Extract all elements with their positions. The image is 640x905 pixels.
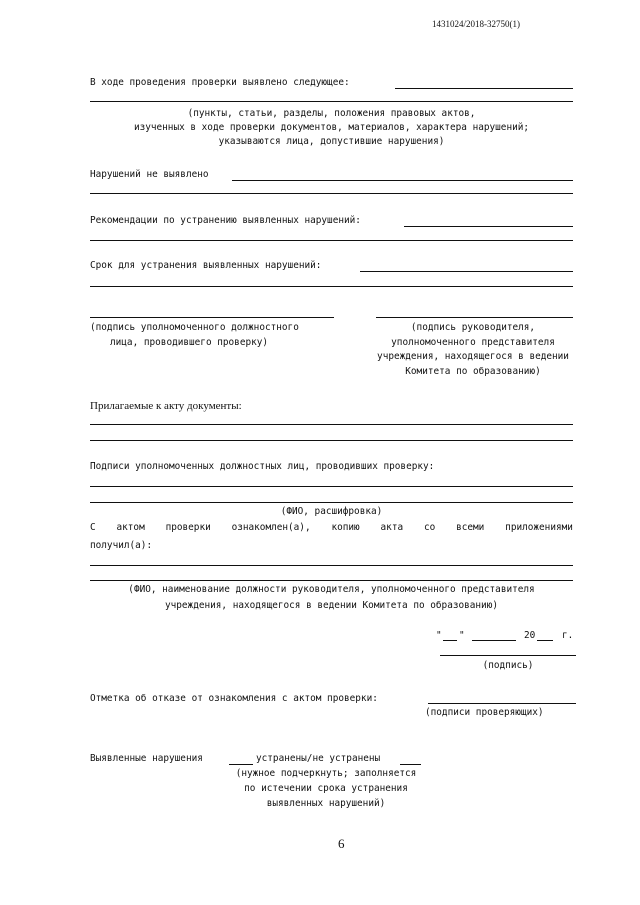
found-label: В ходе проведения проверки выявлено следующее: [90, 77, 350, 88]
sign-right-note-4: Комитета по образованию) [405, 366, 541, 377]
acq-word: приложениями [505, 522, 573, 533]
fio-head-note-2: учреждения, находящегося в ведении Комитета по образованию) [164, 600, 498, 611]
attached-label: Прилагаемые к акту документы: [90, 400, 242, 412]
violations-note-2: по истечении срока устранения [244, 783, 408, 794]
signatures-line-1[interactable] [90, 486, 573, 487]
found-note-1: (пункты, статьи, разделы, положения правовых актов, [187, 108, 476, 119]
deadline-input-line[interactable] [360, 271, 573, 272]
found-note-3: указываются лица, допустившие нарушения) [218, 136, 445, 147]
date-day-field[interactable] [443, 640, 457, 641]
attached-line-1[interactable] [90, 424, 573, 425]
fio-head-note-1: (ФИО, наименование должности руководителя, уполномоченного представителя [128, 584, 535, 595]
signatures-line-2[interactable] [90, 502, 573, 503]
recommendations-line-2[interactable] [90, 240, 573, 241]
refusal-input-line[interactable] [428, 703, 576, 704]
violations-blank-2[interactable] [400, 764, 421, 765]
acquainted-line-2: получил(а): [90, 540, 153, 551]
page-number: 6 [338, 836, 345, 851]
violations-note-3: выявленных нарушений) [266, 798, 386, 809]
document-number: 1431024/2018-32750(1) [432, 19, 520, 29]
sign-right-note-1: (подпись руководителя, [410, 322, 536, 333]
sign-right-note-2: уполномоченного представителя [391, 337, 555, 348]
recommendations-label: Рекомендации по устранению выявленных нарушений: [90, 215, 361, 226]
no-violations-line-2[interactable] [90, 193, 573, 194]
attached-line-2[interactable] [90, 440, 573, 441]
date-year-field[interactable] [537, 640, 553, 641]
refusal-note: (подписи проверяющих) [425, 707, 544, 718]
deadline-line-2[interactable] [90, 286, 573, 287]
acq-word: акта [380, 522, 404, 533]
signature-note: (подпись) [482, 660, 534, 671]
date-year-suffix: г. [562, 630, 574, 641]
sign-right-line[interactable] [376, 317, 573, 318]
signature-line[interactable] [440, 655, 576, 656]
acq-word: со [423, 522, 436, 533]
no-violations-label: Нарушений не выявлено [90, 169, 209, 180]
date-quote-close: " [459, 630, 465, 641]
sign-left-note-1: (подпись уполномоченного должностного [90, 322, 299, 333]
acq-word: копию [331, 522, 360, 533]
fio-note: (ФИО, расшифровка) [280, 506, 383, 517]
sign-left-note-2: лица, проводившего проверку) [110, 337, 269, 348]
acq-word: С [90, 522, 96, 533]
violations-options: устранены/не устранены [256, 753, 381, 764]
date-month-field[interactable] [472, 640, 516, 641]
no-violations-input-line[interactable] [232, 180, 573, 181]
date-quote-open: " [436, 630, 442, 641]
acq-word: актом [116, 522, 145, 533]
sign-right-note-3: учреждения, находящегося в ведении [377, 351, 569, 362]
recommendations-input-line[interactable] [404, 226, 573, 227]
acquainted-line-1 [90, 522, 573, 534]
refusal-label: Отметка об отказе от ознакомления с актом проверки: [90, 693, 378, 704]
violations-blank-1[interactable] [229, 764, 253, 765]
acquainted-line-3[interactable] [90, 565, 573, 566]
acquainted-line-4[interactable] [90, 580, 573, 581]
acq-word: всеми [456, 522, 485, 533]
deadline-label: Срок для устранения выявленных нарушений: [90, 260, 322, 271]
violations-note-1: (нужное подчеркнуть; заполняется [235, 768, 417, 779]
acq-word: ознакомлен(а), [231, 522, 311, 533]
acq-word: проверки [165, 522, 211, 533]
found-input-line[interactable] [395, 88, 573, 89]
date-year-prefix: 20 [524, 630, 536, 641]
sign-left-line[interactable] [90, 317, 334, 318]
found-line-2[interactable] [90, 101, 573, 102]
signatures-label: Подписи уполномоченных должностных лиц, проводивших проверку: [90, 461, 435, 472]
found-note-2: изученных в ходе проверки документов, материалов, характера нарушений; [133, 122, 530, 133]
violations-label: Выявленные нарушения [90, 753, 203, 764]
